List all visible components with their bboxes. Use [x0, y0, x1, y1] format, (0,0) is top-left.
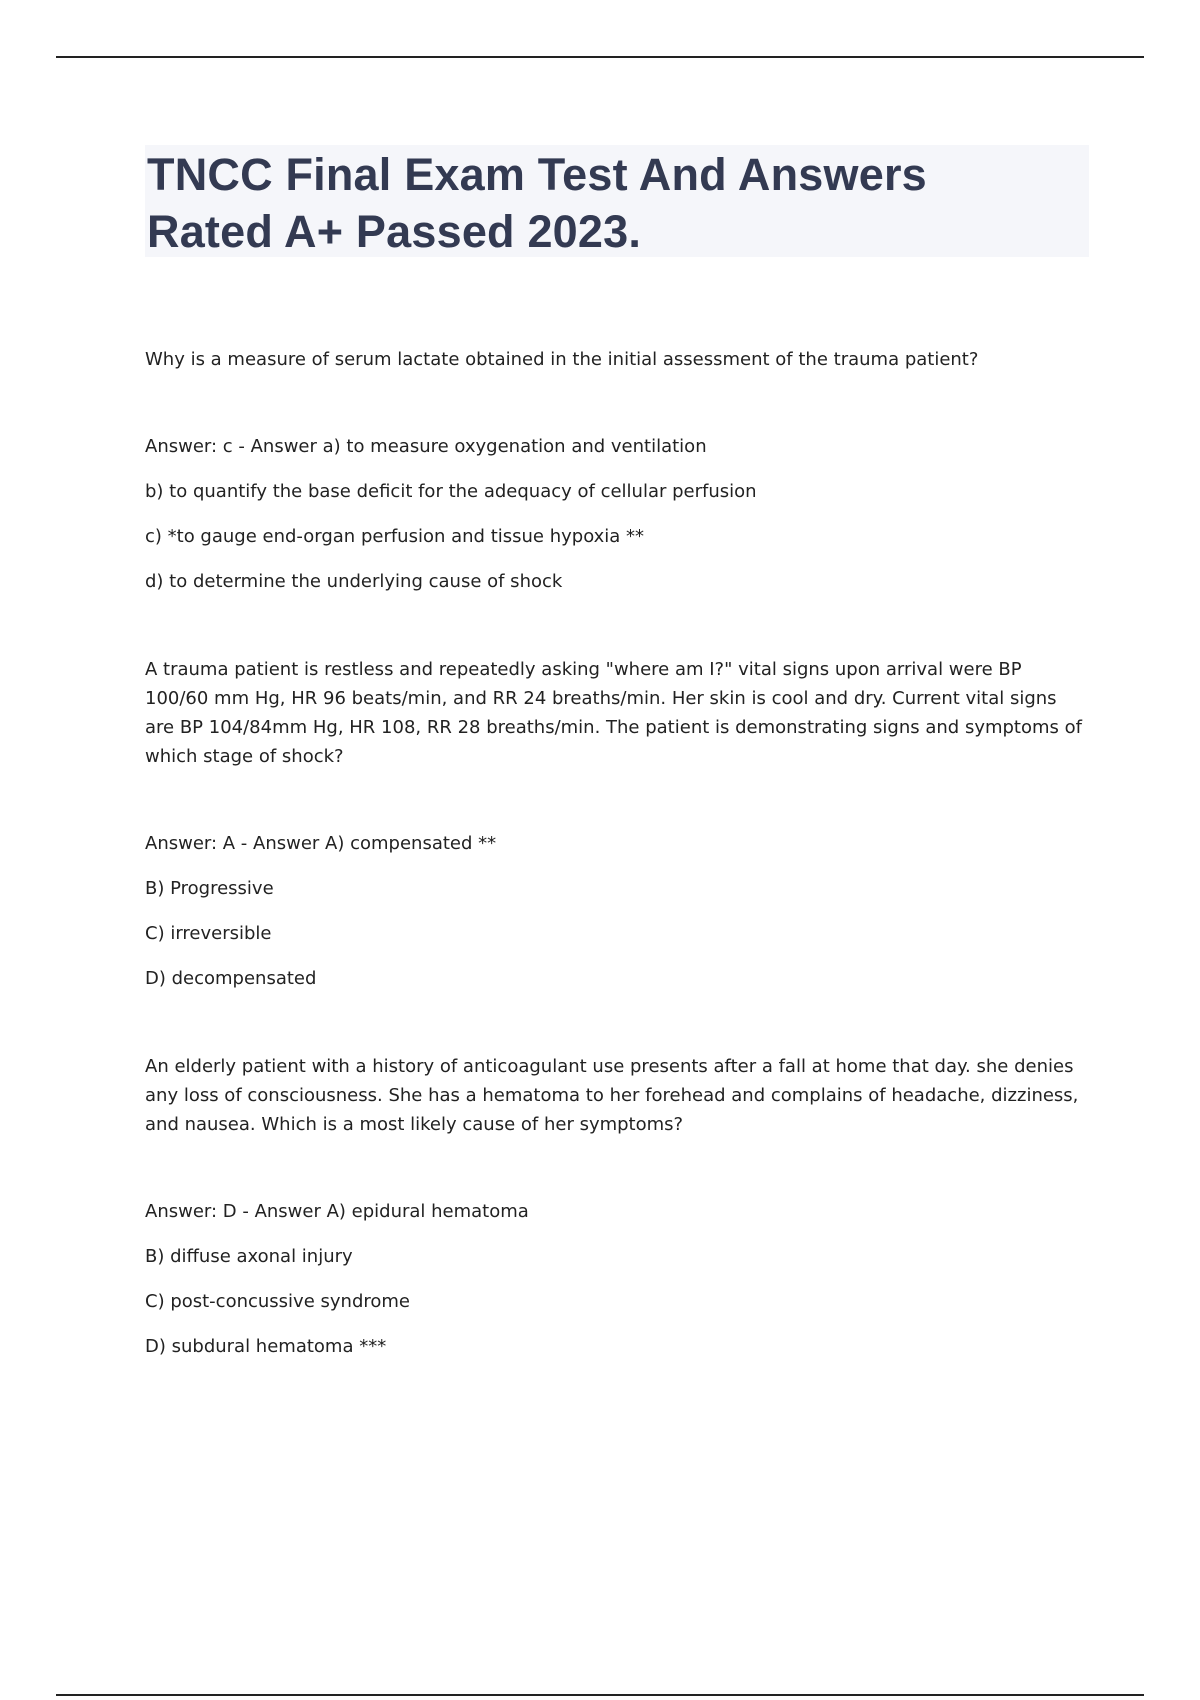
answer-option: b) to quantify the base deficit for the adequacy of cellular perfusion: [145, 481, 757, 502]
question-text: A trauma patient is restless and repeatedly asking "where am I?" vital signs upon arrival were BP 100/60 mm Hg, HR 96 beats/min, and RR 24 breaths/min. Her skin is cool and dry. Current vital signs are BP 104/84mm Hg, HR 108, RR 28 breaths/min. The patient is demonstrating signs and symptoms of which stage of shock?: [145, 659, 1082, 767]
answer-option: c) *to gauge end-organ perfusion and tissue hypoxia **: [145, 526, 645, 547]
title-line-1: TNCC Final Exam Test And Answers: [147, 149, 927, 200]
answer-option: B) Progressive: [145, 878, 274, 899]
answer-list: [145, 434, 1085, 595]
answer-list: [145, 831, 1085, 992]
answer-option: B) diffuse axonal injury: [145, 1246, 353, 1267]
answer-option: Answer: A - Answer A) compensated **: [145, 833, 497, 854]
header-divider: [56, 56, 1144, 58]
question-block-2: [145, 655, 1085, 992]
answer-option: D) subdural hematoma ***: [145, 1336, 387, 1357]
answer-option: C) irreversible: [145, 923, 272, 944]
answer-option: d) to determine the underlying cause of shock: [145, 571, 563, 592]
question-block-3: [145, 1052, 1085, 1360]
document-body: [145, 345, 1085, 1420]
question-text: Why is a measure of serum lactate obtained in the initial assessment of the trauma patient?: [145, 349, 979, 370]
answer-list: [145, 1199, 1085, 1360]
answer-option: C) post-concussive syndrome: [145, 1291, 410, 1312]
answer-option: Answer: c - Answer a) to measure oxygenation and ventilation: [145, 436, 707, 457]
answer-option: D) decompensated: [145, 968, 317, 989]
page-title: [147, 146, 927, 260]
question-block-1: [145, 345, 1085, 595]
title-line-2: Rated A+ Passed 2023.: [147, 206, 642, 257]
footer-divider: [56, 1694, 1144, 1696]
question-text: An elderly patient with a history of anticoagulant use presents after a fall at home that day. she denies any loss of consciousness. She has a hematoma to her forehead and complains of headache, dizziness, and nausea. Which is a most likely cause of her symptoms?: [145, 1056, 1079, 1135]
answer-option: Answer: D - Answer A) epidural hematoma: [145, 1201, 529, 1222]
